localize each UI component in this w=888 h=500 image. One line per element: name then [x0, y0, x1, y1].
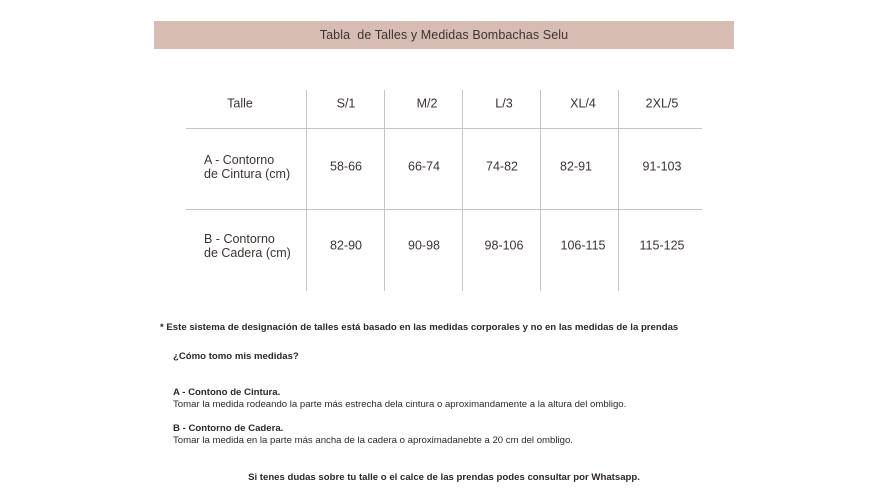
column-divider — [462, 90, 463, 291]
hip-instruction-title: B - Contorno de Cadera. — [173, 423, 284, 434]
size-chart-title: Tabla de Talles y Medidas Bombachas Selu — [154, 21, 734, 49]
how-to-measure-heading: ¿Cómo tomo mis medidas? — [173, 351, 299, 362]
column-divider — [306, 90, 307, 291]
column-divider — [384, 90, 385, 291]
column-divider — [540, 90, 541, 291]
row-label-line: de Cadera (cm) — [204, 246, 291, 260]
header-size: L/3 — [495, 96, 513, 111]
table-cell: 74-82 — [486, 159, 518, 174]
table-cell: 82-91 — [560, 159, 592, 174]
header-size: 2XL/5 — [645, 96, 679, 111]
hip-instruction-text: Tomar la medida en la parte más ancha de la cadera o aproximadanebte a 20 cm del ombligo. — [173, 435, 573, 446]
row-label-cintura — [204, 153, 290, 181]
row-label-line: A - Contorno — [204, 153, 275, 167]
table-cell: 66-74 — [408, 159, 440, 174]
column-divider — [618, 90, 619, 291]
table-cell: 82-90 — [330, 238, 362, 253]
row-label-line: de Cintura (cm) — [204, 167, 291, 181]
table-cell: 115-125 — [639, 238, 685, 253]
row-label-line: B - Contorno — [204, 232, 275, 246]
table-cell: 90-98 — [408, 238, 440, 253]
disclaimer-note: * Este sistema de designación de talles está basado en las medidas corporales y no en las medidas de la prendas — [160, 322, 679, 333]
waist-instruction-title: A - Contono de Cintura. — [173, 387, 281, 398]
table-cell: 106-115 — [560, 238, 606, 253]
header-size: S/1 — [336, 96, 356, 111]
header-talle: Talle — [227, 96, 253, 111]
row-divider — [186, 128, 702, 129]
row-label-cadera — [204, 232, 291, 260]
table-cell: 91-103 — [642, 159, 682, 174]
row-divider — [186, 209, 702, 210]
waist-instruction-text: Tomar la medida rodeando la parte más estrecha dela cintura o aproximandamente a la altura del ombligo. — [173, 399, 627, 410]
header-size: M/2 — [416, 96, 438, 111]
header-size: XL/4 — [570, 96, 596, 111]
whatsapp-footer-note: Si tenes dudas sobre tu talle o el calce de las prendas podes consultar por Whatsapp. — [248, 472, 640, 483]
table-cell: 98-106 — [484, 238, 524, 253]
table-cell: 58-66 — [330, 159, 362, 174]
